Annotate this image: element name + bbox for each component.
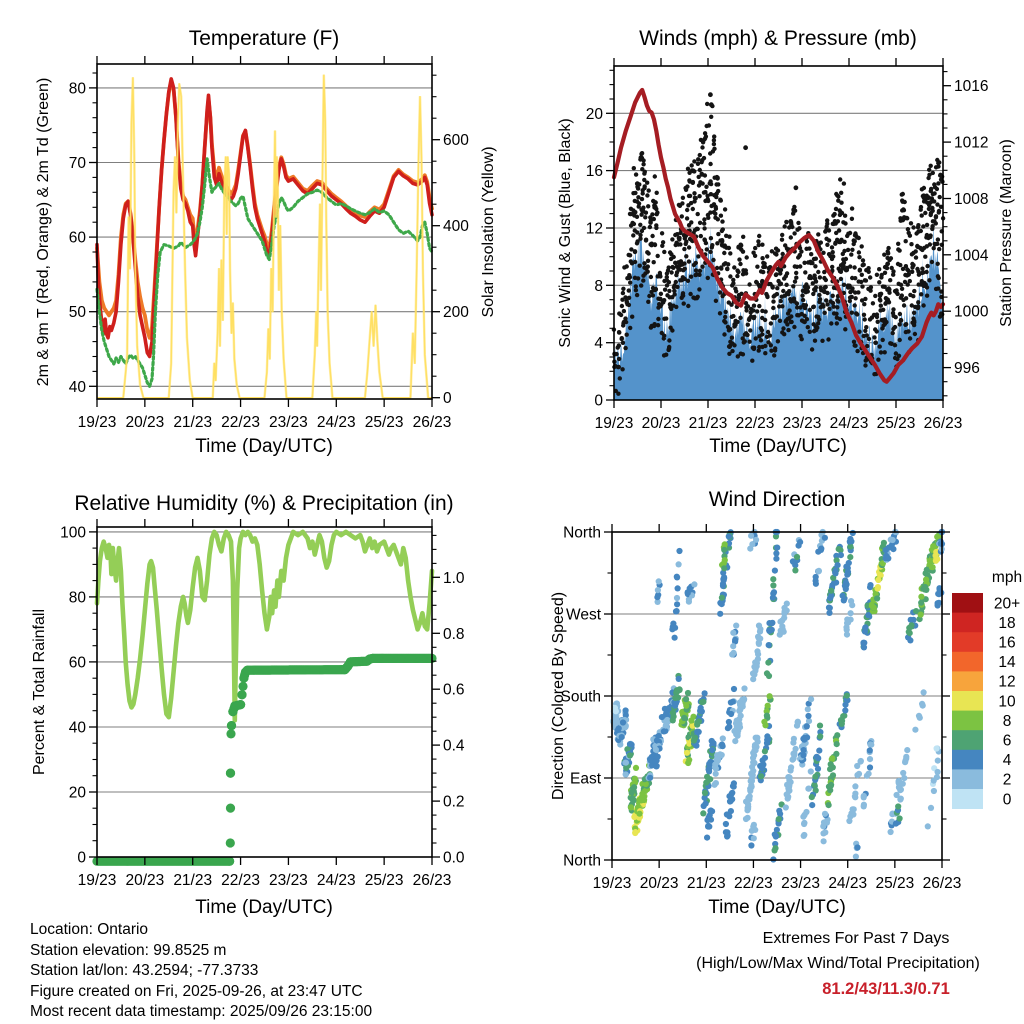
svg-text:18: 18 — [998, 614, 1016, 632]
svg-text:0.2: 0.2 — [443, 793, 465, 811]
speed-colorbar — [952, 593, 1020, 809]
svg-text:80: 80 — [68, 589, 86, 607]
svg-text:2: 2 — [1002, 771, 1012, 789]
svg-text:20: 20 — [585, 105, 603, 123]
svg-text:25/23: 25/23 — [364, 872, 404, 889]
humidity-precip-chart — [60, 519, 465, 889]
svg-text:12: 12 — [998, 673, 1016, 691]
svg-text:1.0: 1.0 — [443, 569, 465, 587]
svg-text:North: North — [563, 852, 601, 870]
y-axis-label-direction-left: Direction (Colored By Speed) — [550, 591, 567, 801]
svg-text:20/23: 20/23 — [641, 415, 681, 432]
svg-text:0: 0 — [594, 392, 603, 410]
svg-text:21/23: 21/23 — [688, 415, 728, 432]
extremes-title: Extremes For Past 7 Days — [762, 930, 950, 947]
svg-text:21/23: 21/23 — [686, 875, 726, 892]
svg-text:996: 996 — [954, 360, 980, 378]
svg-text:20/23: 20/23 — [639, 875, 679, 892]
winds-pressure-chart — [586, 58, 989, 432]
y-axis-label-humidity-left: Percent & Total Rainfall — [31, 608, 48, 776]
temperature-chart — [69, 56, 469, 431]
svg-text:23/23: 23/23 — [269, 872, 308, 889]
svg-text:8: 8 — [594, 277, 603, 295]
svg-text:40: 40 — [68, 719, 86, 737]
svg-text:20: 20 — [68, 784, 86, 802]
svg-text:1012: 1012 — [954, 134, 989, 152]
svg-text:100: 100 — [60, 524, 86, 542]
svg-text:60: 60 — [68, 654, 86, 672]
svg-text:80: 80 — [68, 80, 86, 98]
svg-text:South: South — [560, 688, 601, 706]
svg-text:8: 8 — [1002, 712, 1012, 730]
x-axis-label-wind-direction: Time (Day/UTC) — [708, 897, 846, 918]
svg-text:25/23: 25/23 — [875, 875, 915, 892]
colorbar-units-label: mph — [991, 569, 1023, 586]
extremes-subtitle: (High/Low/Max Wind/Total Precipitation) — [696, 955, 980, 972]
svg-text:16: 16 — [998, 634, 1016, 652]
svg-text:400: 400 — [443, 218, 469, 236]
recent-data-timestamp: Most recent data timestamp: 2025/09/26 23:15:00 — [30, 1003, 373, 1021]
svg-text:4: 4 — [1002, 752, 1012, 770]
svg-text:0.8: 0.8 — [443, 625, 465, 643]
svg-text:20+: 20+ — [993, 595, 1021, 613]
y-axis-label-pressure-right: Station Pressure (Maroon) — [998, 139, 1015, 327]
humidity-precip-chart-title: Relative Humidity (%) & Precipitation (in) — [74, 492, 454, 515]
svg-text:25/23: 25/23 — [876, 415, 916, 432]
svg-text:20/23: 20/23 — [125, 414, 165, 431]
svg-text:0.6: 0.6 — [443, 681, 465, 699]
svg-text:22/23: 22/23 — [734, 875, 773, 892]
station-info-block — [30, 920, 372, 1023]
svg-text:26/23: 26/23 — [923, 415, 963, 432]
svg-text:0: 0 — [1002, 791, 1012, 809]
svg-text:21/23: 21/23 — [173, 414, 213, 431]
extremes-values: 81.2/43/11.3/0.71 — [822, 980, 950, 998]
svg-text:10: 10 — [998, 693, 1016, 711]
svg-text:25/23: 25/23 — [364, 414, 404, 431]
svg-text:19/23: 19/23 — [594, 415, 634, 432]
svg-text:70: 70 — [68, 155, 86, 172]
svg-text:26/23: 26/23 — [412, 414, 452, 431]
svg-text:14: 14 — [998, 654, 1016, 672]
svg-text:19/23: 19/23 — [592, 875, 632, 892]
temperature-chart-title: Temperature (F) — [188, 27, 340, 50]
y-axis-label-wind-left: Sonic Wind & Gust (Blue, Black) — [557, 118, 574, 348]
svg-text:West: West — [565, 606, 601, 624]
station-elevation: Station elevation: 99.8525 m — [30, 941, 227, 959]
svg-text:0.4: 0.4 — [443, 737, 465, 755]
svg-text:0.0: 0.0 — [443, 849, 465, 867]
svg-text:26/23: 26/23 — [412, 872, 452, 889]
svg-text:19/23: 19/23 — [77, 414, 117, 431]
x-axis-label-temperature: Time (Day/UTC) — [195, 436, 333, 457]
x-axis-label-winds: Time (Day/UTC) — [709, 436, 847, 457]
svg-text:40: 40 — [68, 378, 86, 396]
svg-text:24/23: 24/23 — [316, 872, 356, 889]
svg-text:23/23: 23/23 — [269, 414, 308, 431]
svg-text:24/23: 24/23 — [316, 414, 356, 431]
wind-direction-chart-title: Wind Direction — [708, 488, 846, 511]
wind-direction-chart — [560, 524, 961, 892]
svg-text:0: 0 — [443, 390, 452, 408]
svg-text:200: 200 — [443, 304, 469, 322]
svg-text:21/23: 21/23 — [173, 872, 213, 889]
station-location: Location: Ontario — [30, 921, 149, 938]
svg-text:20/23: 20/23 — [125, 872, 165, 889]
svg-text:4: 4 — [594, 335, 603, 353]
svg-text:19/23: 19/23 — [77, 872, 117, 889]
svg-text:1008: 1008 — [954, 191, 989, 208]
svg-text:23/23: 23/23 — [781, 875, 820, 892]
station-latlon: Station lat/lon: 43.2594; -77.3733 — [30, 962, 259, 980]
y-axis-label-solar-right: Solar Insolation (Yellow) — [480, 146, 497, 318]
svg-text:1016: 1016 — [954, 78, 989, 96]
svg-text:24/23: 24/23 — [829, 415, 869, 432]
svg-text:North: North — [563, 524, 601, 542]
svg-text:22/23: 22/23 — [735, 415, 775, 432]
y-axis-label-temperature-left: 2m & 9m T (Red, Orange) & 2m Td (Green) — [35, 77, 52, 387]
svg-text:24/23: 24/23 — [828, 875, 868, 892]
svg-text:16: 16 — [585, 163, 603, 181]
svg-text:50: 50 — [68, 304, 86, 322]
svg-text:23/23: 23/23 — [782, 415, 822, 432]
figure-created-line: Figure created on Fri, 2025-09-26, at 23:47 UTC — [30, 982, 363, 1000]
svg-text:0: 0 — [77, 849, 86, 867]
svg-text:6: 6 — [1002, 732, 1012, 750]
x-axis-label-humidity: Time (Day/UTC) — [195, 897, 333, 918]
svg-text:22/23: 22/23 — [221, 872, 260, 889]
svg-text:60: 60 — [68, 229, 86, 247]
winds-pressure-chart-title: Winds (mph) & Pressure (mb) — [639, 27, 917, 50]
svg-text:12: 12 — [585, 220, 603, 238]
svg-text:600: 600 — [443, 132, 469, 150]
svg-text:22/23: 22/23 — [221, 414, 260, 431]
svg-text:East: East — [569, 770, 601, 788]
svg-text:26/23: 26/23 — [922, 875, 962, 892]
svg-text:1004: 1004 — [954, 247, 989, 265]
svg-text:1000: 1000 — [954, 303, 989, 321]
